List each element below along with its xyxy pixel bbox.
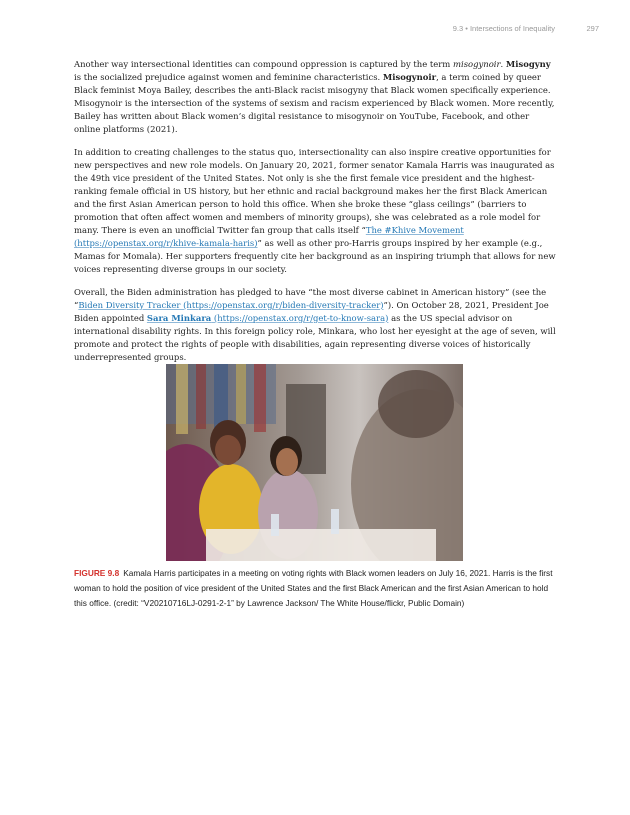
running-header [0,24,630,36]
text-run: Overall, the Biden administration has pledged to have “the most diverse cabinet in American history” (see the “ [74,286,547,310]
sara-minkara-link[interactable] [147,313,388,323]
text-run: is the socialized prejudice against women and feminine characteristics. [74,72,383,83]
paragraph-misogynoir [74,58,558,137]
figure-caption [74,566,558,611]
term-misogynoir-italic: misogynoir [453,59,501,69]
paragraph-kamala-harris [74,146,558,277]
header-section-title: 9.3 • Intersections of Inequality [452,24,555,33]
sara-minkara-link-name: Sara Minkara [146,312,212,323]
text-run: . [500,59,506,69]
khive-movement-link[interactable]: The #Khive Movement (https://openstax.org/r/khive-kamala-haris) [74,225,464,249]
text-run: ” as well as other pro-Harris groups inspired by her example (e.g., Mamas for Momala). Her supporters frequently cite her background as an inspiring triumph that allows for new voices representing diverse groups in our society. [74,238,556,275]
body-text [74,58,558,373]
sara-minkara-link-url: (https://openstax.org/r/get-to-know-sara) [211,312,389,323]
key-term-misogynoir: Misogynoir [382,72,437,83]
page-number: 297 [586,24,599,33]
paragraph-biden-administration [74,286,558,365]
figure-label: FIGURE 9.8 [74,568,120,578]
text-run: as the US special advisor on international disability rights. In this foreign policy role, Minkara, who lost her eyesight at the age of seven, will promote and protect the rights of people with disabilities, again representing diverse voices of historically underrepresented groups. [74,312,556,362]
text-run: , a term coined by queer Black feminist Moya Bailey, describes the anti-Black racist misogyny that Black women specifically experience. Misogynoir is the intersection of the systems of sexism and racism experienced by Black women. More recently, Bailey has written about Black women’s digital resistance to misogynoir on YouTube, Facebook, and other online platforms (2021). [74,72,555,135]
figure-caption-text: Kamala Harris participates in a meeting on voting rights with Black women leaders on July 16, 2021. Harris is the first woman to hold the position of vice president of the United States and the first Black American and the first Asian American to hold this office. (credit: “V20210716LJ-0291-2-1” by Lawrence Jackson/ The White House/flickr, Public Domain) [74,568,553,608]
text-run: Another way intersectional identities can compound oppression is captured by the term [74,59,453,69]
meeting-photo-illustration [166,364,463,561]
biden-diversity-tracker-link[interactable]: Biden Diversity Tracker (https://openstax.org/r/biden-diversity-tracker) [78,299,384,310]
key-term-misogyny: Misogyny [505,59,551,69]
text-run: In addition to creating challenges to the status quo, intersectionality can also inspire creative opportunities for new perspectives and new role models. On January 20, 2021, former senator Kamala Harris was inaugurated as the 49th vice president of the United States. Not only is she the first female vice president and the highest-ranking female official in US history, but her ethnic and racial background makes her the first Black American and the first Asian American person to hold this office. When she broke these “glass ceilings” (barriers to promotion that often affect women and members of minority groups), she was celebrated as a role model for many. There is even an unofficial Twitter fan group that calls itself “ [74,146,555,236]
figure-photo [166,364,463,561]
text-run: ”). On October 28, 2021, President Joe Biden appointed [74,299,549,323]
